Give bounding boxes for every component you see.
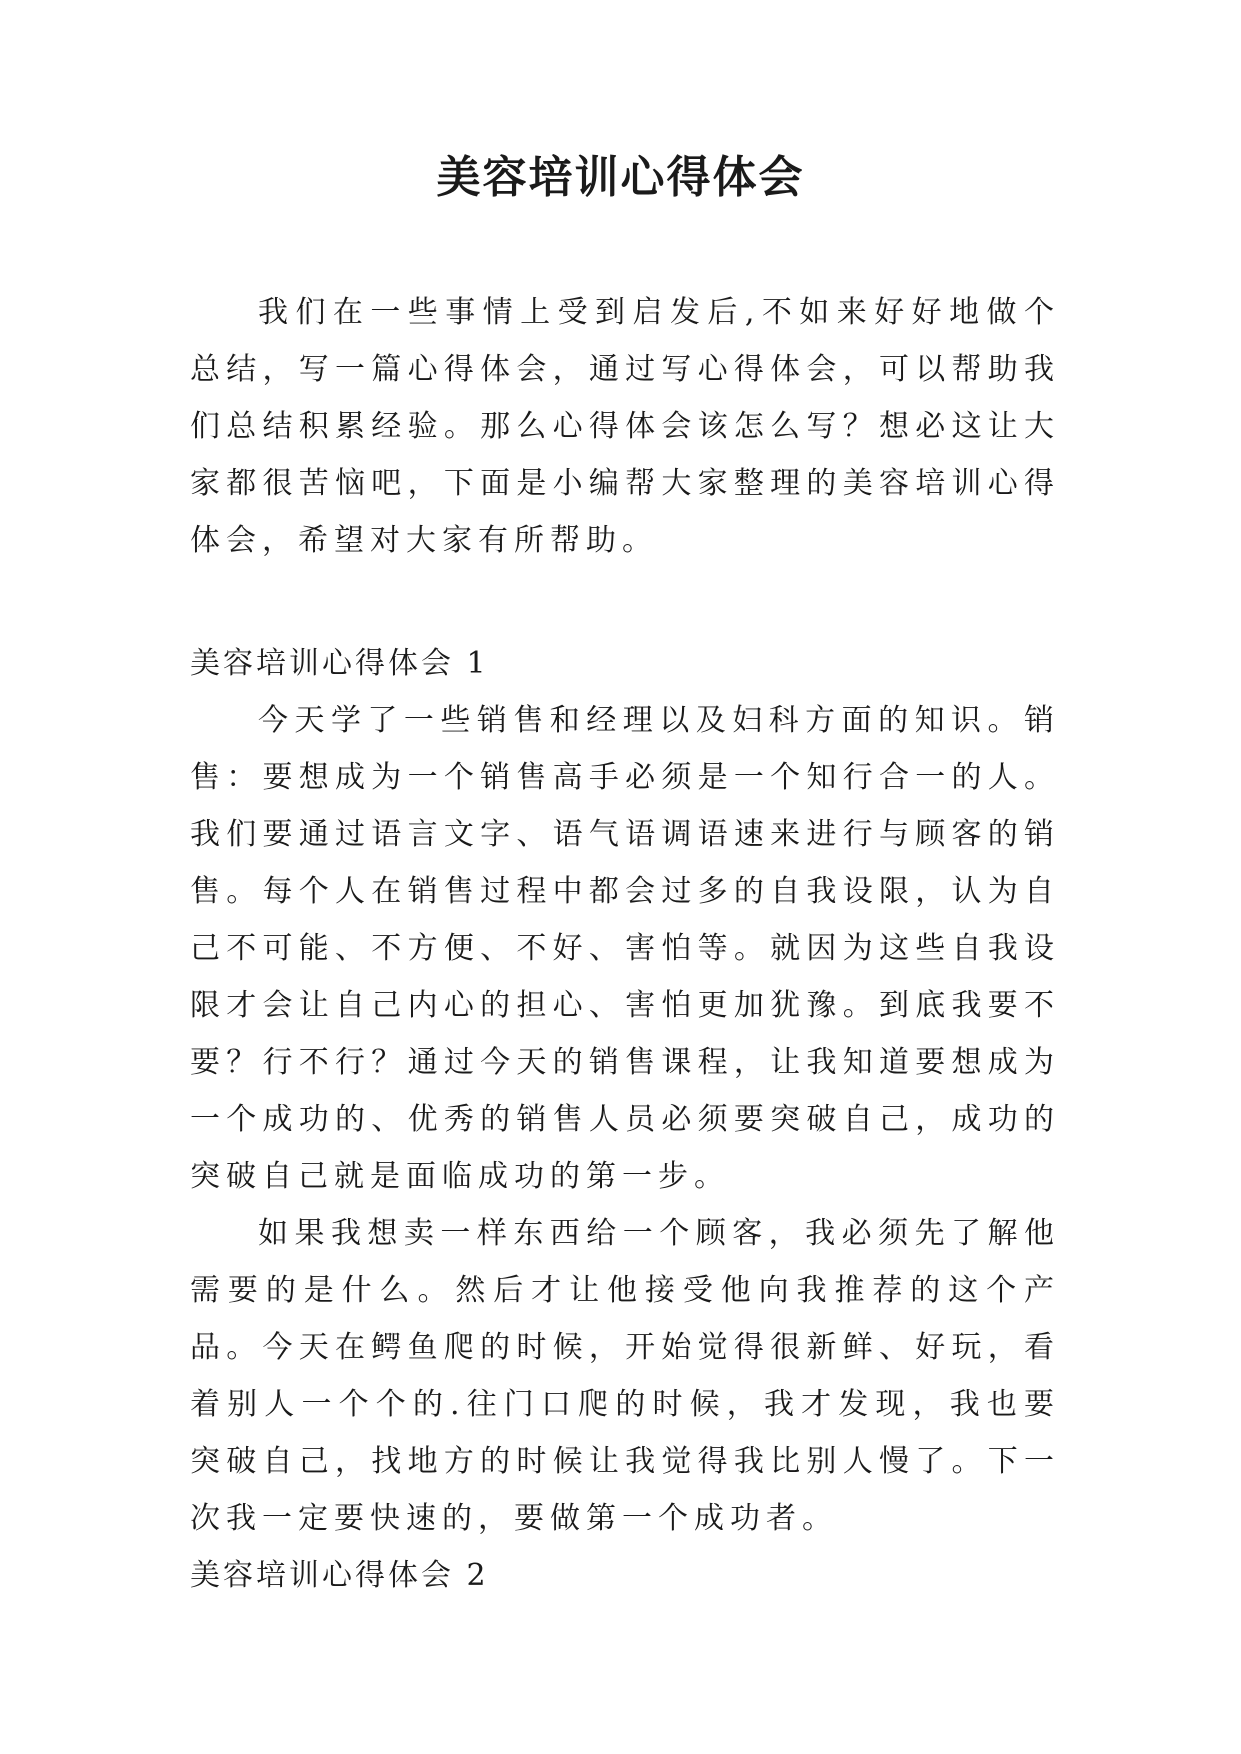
document-title: 美容培训心得体会: [436, 152, 805, 203]
section-heading-1: 美容培训心得体会 1: [190, 646, 489, 681]
spacer: [190, 569, 1060, 635]
intro-paragraph: 我们在一些事情上受到启发后,不如来好好地做个总结，写一篇心得体会，通过写心得体会，可以帮助我们总结积累经验。那么心得体会该怎么写？想必这让大家都很苦恼吧，下面是小编帮大家整理的美容培训心得体会，希望对大家有所帮助。: [190, 295, 1060, 558]
section-1-paragraph-1: 今天学了一些销售和经理以及妇科方面的知识。销售：要想成为一个销售高手必须是一个知行合一的人。我们要通过语言文字、语气语调语速来进行与顾客的销售。每个人在销售过程中都会过多的自我设限，认为自己不可能、不方便、不好、害怕等。就因为这些自我设限才会让自己内心的担心、害怕更加犹豫。到底我要不要？行不行？通过今天的销售课程，让我知道要想成为一个成功的、优秀的销售人员必须要突破自己，成功的突破自己就是面临成功的第一步。: [190, 703, 1060, 1194]
section-1-paragraph-2: 如果我想卖一样东西给一个顾客，我必须先了解他需要的是什么。然后才让他接受他向我推荐的这个产品。今天在鳄鱼爬的时候，开始觉得很新鲜、好玩，看着别人一个个的.往门口爬的时候，我才发现，我也要突破自己，找地方的时候让我觉得我比别人慢了。下一次我一定要快速的，要做第一个成功者。: [190, 1216, 1060, 1536]
section-heading-2: 美容培训心得体会 2: [190, 1558, 489, 1593]
document-body: [190, 284, 1060, 1604]
